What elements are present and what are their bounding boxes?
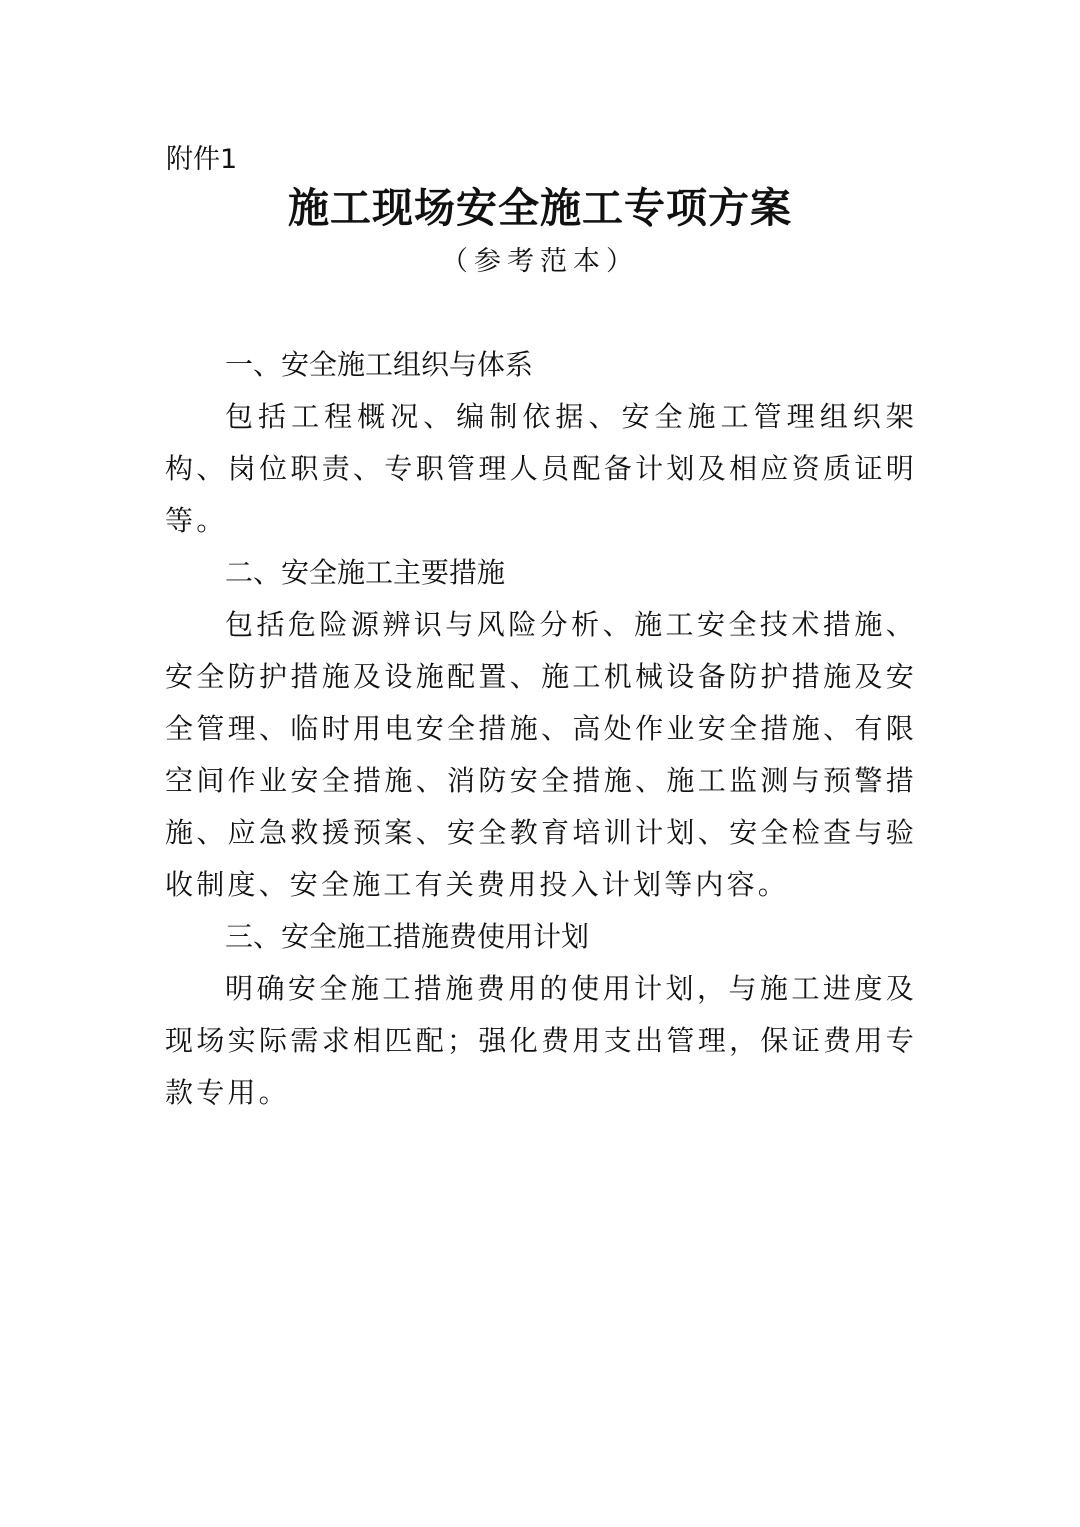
document-title: 施工现场安全施工专项方案 (288, 184, 792, 232)
section-body-1: 包括工程概况、编制依据、安全施工管理组织架构、岗位职责、专职管理人员配备计划及相应资质证明等。 (165, 400, 917, 537)
section-body-3: 明确安全施工措施费用的使用计划，与施工进度及现场实际需求相匹配；强化费用支出管理，保证费用专款专用。 (165, 972, 917, 1109)
section-heading-1: 一、安全施工组织与体系 (225, 348, 534, 381)
attachment-label: 附件1 (166, 144, 238, 175)
document-subtitle: （参考范本） (441, 246, 639, 277)
document-body (165, 339, 917, 1119)
section-body-2: 包括危险源辨识与风险分析、施工安全技术措施、安全防护措施及设施配置、施工机械设备防护措施及安全管理、临时用电安全措施、高处作业安全措施、有限空间作业安全措施、消防安全措施、施工监测与预警措施、应急救援预案、安全教育培训计划、安全检查与验收制度、安全施工有关费用投入计划等内容。 (165, 608, 917, 901)
section-heading-2: 二、安全施工主要措施 (225, 556, 506, 589)
section-heading-3: 三、安全施工措施费使用计划 (225, 920, 590, 953)
